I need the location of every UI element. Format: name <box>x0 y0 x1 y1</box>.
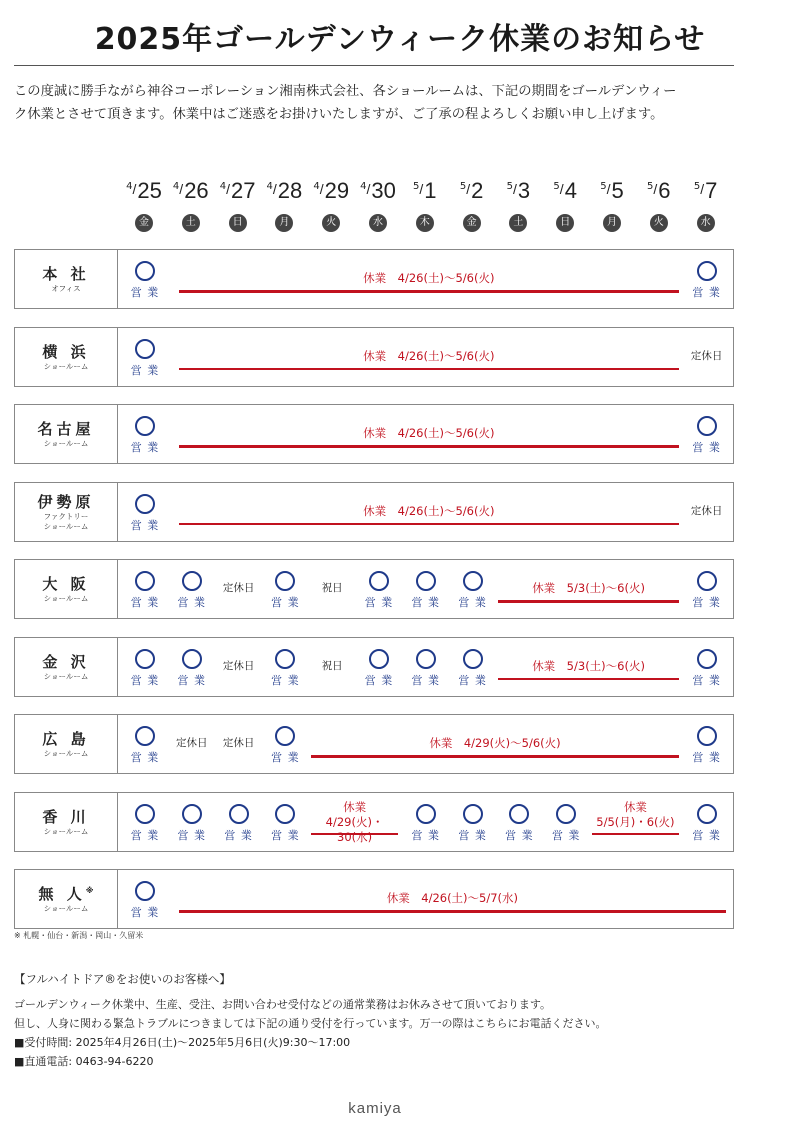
closed-period-text: 休業 5/3(土)～6(火) <box>532 581 645 595</box>
open-day-cell <box>169 793 215 851</box>
weekday-badge: 木 <box>416 214 434 232</box>
regular-holiday-cell <box>169 715 215 773</box>
regular-holiday-label: 定休日 <box>176 737 208 749</box>
intro-line-1: この度誠に勝手ながら神谷コーポレーション湘南株式会社、各ショールームは、下記の期間をゴールデンウィー <box>14 84 677 99</box>
open-label: 営 業 <box>692 673 721 687</box>
open-label: 営 業 <box>130 596 160 609</box>
date-day: / 26 <box>179 178 208 203</box>
open-circle-icon <box>135 494 155 514</box>
open-circle-icon <box>697 416 717 436</box>
location-type: ショールーム <box>43 439 89 448</box>
date-column-header <box>121 178 167 228</box>
location-row <box>14 869 734 929</box>
regular-holiday-cell <box>216 560 262 618</box>
open-label: 営 業 <box>130 286 160 299</box>
open-circle-icon <box>556 804 576 824</box>
notice-hours: ■受付時間: 2025年4月26日(土)～2025年5月6日(火)9:30～17:00 <box>14 1036 351 1049</box>
weekday-badge: 日 <box>556 214 574 232</box>
weekday-badge: 日 <box>229 214 247 232</box>
date-day: / 6 <box>653 178 670 203</box>
date-month: 5 <box>506 181 513 192</box>
closed-period-line <box>311 755 679 758</box>
date-month: 5 <box>459 181 467 192</box>
regular-holiday-label: 定休日 <box>222 582 255 594</box>
closed-period-label <box>311 735 679 751</box>
open-day-cell <box>684 560 730 618</box>
open-label: 営 業 <box>692 286 721 299</box>
date-day: / 28 <box>273 178 302 203</box>
open-circle-icon <box>463 571 483 591</box>
notice-heading: 【フルハイトドア®をお使いのお客様へ】 <box>14 972 231 986</box>
open-label: 営 業 <box>130 518 160 532</box>
open-circle-icon <box>229 804 249 824</box>
open-day-cell <box>169 638 215 696</box>
date-column-header <box>589 178 635 228</box>
regular-holiday-cell <box>216 638 262 696</box>
open-label: 営 業 <box>411 673 441 687</box>
date-day: / 7 <box>700 178 717 203</box>
open-label: 営 業 <box>458 673 487 687</box>
open-day-cell <box>543 793 589 851</box>
closed-period-line <box>179 523 679 526</box>
closed-period-line <box>179 368 679 371</box>
closed-period-text: 休業 4/26(土)～5/6(火) <box>363 271 495 285</box>
date-day: / 30 <box>367 178 396 203</box>
closed-period-text: 4/29(火)・30(水) <box>325 814 384 844</box>
open-day-cell <box>403 638 449 696</box>
regular-holiday-cell <box>684 328 730 386</box>
open-day-cell <box>684 405 730 463</box>
location-row <box>14 327 734 387</box>
location-name: 無 人※ <box>38 885 94 903</box>
open-day-cell <box>122 638 168 696</box>
closed-period-label <box>179 890 726 906</box>
open-label: 営 業 <box>177 828 207 842</box>
open-label: 営 業 <box>224 828 253 842</box>
date-column-header <box>636 178 682 228</box>
closed-period-line <box>179 445 679 448</box>
open-circle-icon <box>135 339 155 359</box>
open-circle-icon <box>509 804 529 824</box>
open-circle-icon <box>135 726 155 746</box>
location-type: ショールーム <box>43 671 89 681</box>
location-type: ショールーム <box>43 594 89 603</box>
open-circle-icon <box>463 649 483 669</box>
weekday-badge: 月 <box>603 214 621 232</box>
kamiya-logo: kamiya <box>348 1100 402 1117</box>
location-label <box>15 560 118 618</box>
open-label: 営 業 <box>130 751 160 764</box>
location-row <box>14 792 734 852</box>
closed-period-label <box>179 270 679 286</box>
date-column-header <box>261 178 307 228</box>
closed-period-line <box>498 678 678 681</box>
footnote-mark: ※ <box>85 886 94 895</box>
date-column-header <box>215 178 261 228</box>
weekday-badge: 金 <box>463 214 481 232</box>
fullheight-door-notice <box>14 970 606 1071</box>
national-holiday-label: 祝日 <box>321 659 343 672</box>
closed-period-label <box>179 503 679 519</box>
location-type: ショールーム <box>43 904 89 913</box>
date-column-header <box>402 178 448 228</box>
open-label: 営 業 <box>364 596 394 609</box>
open-day-cell <box>684 638 730 696</box>
open-label: 営 業 <box>177 673 207 687</box>
date-month: 4 <box>172 181 180 192</box>
open-circle-icon <box>182 571 202 591</box>
date-month: 4 <box>126 181 133 192</box>
open-day-cell <box>684 250 730 308</box>
date-month: 5 <box>647 181 654 192</box>
open-circle-icon <box>275 726 295 746</box>
weekday-badge: 月 <box>275 214 293 232</box>
date-header <box>0 178 800 238</box>
location-name: 伊勢原 <box>37 492 95 511</box>
regular-holiday-cell <box>216 715 262 773</box>
regular-holiday-label: 定休日 <box>222 659 255 672</box>
location-row <box>14 559 734 619</box>
location-type: ショールーム <box>43 826 89 836</box>
weekday-badge: 金 <box>135 214 153 232</box>
closed-period-text: 休業 4/26(土)～5/7(水) <box>386 891 519 905</box>
closed-period-text: 休業 4/26(土)～5/6(火) <box>363 503 495 518</box>
closed-period-label <box>592 800 679 830</box>
location-label <box>15 405 118 463</box>
date-column-header <box>683 178 729 228</box>
closed-period-line <box>179 290 679 293</box>
closed-period-label <box>179 425 679 441</box>
open-circle-icon <box>135 416 155 436</box>
open-day-cell <box>262 638 308 696</box>
location-name: 大 阪 <box>42 575 90 593</box>
open-label: 営 業 <box>271 673 300 687</box>
date-column-header <box>308 178 354 228</box>
open-label: 営 業 <box>505 828 534 842</box>
open-day-cell <box>122 560 168 618</box>
open-label: 営 業 <box>411 828 441 842</box>
open-circle-icon <box>463 804 483 824</box>
open-circle-icon <box>416 649 436 669</box>
location-type: ショールーム <box>43 521 89 531</box>
weekday-badge: 土 <box>182 214 200 232</box>
date-day: / 1 <box>419 178 436 203</box>
location-row <box>14 249 734 309</box>
weekday-badge: 土 <box>509 214 527 232</box>
open-label: 営 業 <box>130 441 160 454</box>
open-label: 営 業 <box>458 596 487 609</box>
location-name: 名古屋 <box>37 420 95 438</box>
regular-holiday-label: 定休日 <box>222 737 255 749</box>
location-name: 広 島 <box>42 730 90 748</box>
open-day-cell <box>122 250 168 308</box>
open-circle-icon <box>135 261 155 281</box>
open-circle-icon <box>369 571 389 591</box>
open-day-cell <box>122 870 168 928</box>
open-circle-icon <box>135 649 155 669</box>
closed-period-text: 休業 4/26(土)～5/6(火) <box>363 426 495 440</box>
location-label <box>15 870 118 928</box>
open-day-cell <box>356 638 402 696</box>
location-label <box>15 483 118 541</box>
date-day: / 27 <box>226 178 255 203</box>
open-day-cell <box>169 560 215 618</box>
regular-holiday-label: 定休日 <box>690 504 723 517</box>
closed-period-text: 休業 4/26(土)～5/6(火) <box>363 348 495 363</box>
open-day-cell <box>450 560 496 618</box>
date-month: 5 <box>553 181 560 192</box>
page-title: 2025年ゴールデンウィーク休業のお知らせ <box>94 22 706 57</box>
date-day: / 3 <box>513 178 530 203</box>
open-day-cell <box>684 715 730 773</box>
location-type: ショールーム <box>43 749 89 758</box>
regular-holiday-cell <box>684 483 730 541</box>
national-holiday-cell <box>309 638 355 696</box>
location-row <box>14 482 734 542</box>
open-day-cell <box>450 793 496 851</box>
location-type: ショールーム <box>43 361 89 371</box>
weekday-badge: 火 <box>650 214 668 232</box>
open-label: 営 業 <box>271 751 300 764</box>
closed-period-line <box>179 910 726 913</box>
open-day-cell <box>450 638 496 696</box>
date-day: / 29 <box>320 178 349 203</box>
open-label: 営 業 <box>130 828 160 842</box>
date-month: 4 <box>360 181 367 192</box>
date-month: 4 <box>266 181 273 192</box>
date-day: / 25 <box>133 178 162 203</box>
open-circle-icon <box>135 804 155 824</box>
closed-period-text: 休業 5/3(土)～6(火) <box>532 658 645 673</box>
open-label: 営 業 <box>692 828 721 842</box>
open-day-cell <box>403 793 449 851</box>
open-label: 営 業 <box>130 363 160 377</box>
closed-period-label <box>311 800 398 845</box>
date-column-header <box>542 178 588 228</box>
date-day: / 4 <box>560 178 577 203</box>
location-label <box>15 638 118 696</box>
open-day-cell <box>122 793 168 851</box>
notice-line: ゴールデンウィーク休業中、生産、受注、お問い合わせ受付などの通常業務はお休みさせて頂いております。 <box>14 998 552 1011</box>
closed-period-line <box>592 833 679 836</box>
open-circle-icon <box>697 261 717 281</box>
open-circle-icon <box>416 571 436 591</box>
weekday-badge: 水 <box>369 214 387 232</box>
weekday-badge: 火 <box>322 214 340 232</box>
open-day-cell <box>496 793 542 851</box>
location-label <box>15 793 118 851</box>
open-day-cell <box>262 715 308 773</box>
open-day-cell <box>403 560 449 618</box>
open-circle-icon <box>369 649 389 669</box>
location-name: 本 社 <box>42 265 90 283</box>
open-label: 営 業 <box>551 828 581 842</box>
closed-period-text: 休業 <box>343 799 367 814</box>
open-label: 営 業 <box>177 596 207 609</box>
notice-phone: ■直通電話: 0463-94-6220 <box>14 1055 154 1068</box>
date-month: 5 <box>693 181 701 192</box>
regular-holiday-label: 定休日 <box>690 349 723 362</box>
open-circle-icon <box>416 804 436 824</box>
open-circle-icon <box>182 804 202 824</box>
closed-period-text: 休業 <box>623 799 647 814</box>
location-label <box>15 715 118 773</box>
national-holiday-cell <box>309 560 355 618</box>
open-day-cell <box>684 793 730 851</box>
date-day: / 5 <box>607 178 624 203</box>
open-circle-icon <box>275 649 295 669</box>
closed-period-label <box>179 348 679 364</box>
title-divider <box>14 65 734 66</box>
location-row <box>14 637 734 697</box>
open-day-cell <box>122 328 168 386</box>
open-circle-icon <box>275 571 295 591</box>
weekday-badge: 水 <box>697 214 715 232</box>
open-day-cell <box>262 560 308 618</box>
date-column-header <box>449 178 495 228</box>
open-label: 営 業 <box>364 673 394 687</box>
open-label: 営 業 <box>130 906 160 919</box>
open-day-cell <box>122 405 168 463</box>
date-month: 5 <box>600 181 607 192</box>
location-label <box>15 250 118 308</box>
location-type: ファクトリー <box>43 511 89 521</box>
date-month: 4 <box>313 181 320 192</box>
location-row <box>14 714 734 774</box>
date-column-header <box>168 178 214 228</box>
location-label <box>15 328 118 386</box>
open-day-cell <box>122 715 168 773</box>
intro-text <box>14 80 744 126</box>
open-day-cell <box>356 560 402 618</box>
date-month: 4 <box>219 181 227 192</box>
notice-line: 但し、人身に関わる緊急トラブルにつきましては下記の通り受付を行っています。万一の際はこちらにお電話ください。 <box>14 1017 607 1030</box>
open-day-cell <box>216 793 262 851</box>
location-row <box>14 404 734 464</box>
open-label: 営 業 <box>411 596 441 609</box>
location-name: 横 浜 <box>42 342 90 361</box>
open-label: 営 業 <box>692 751 721 764</box>
closed-period-line <box>498 600 678 603</box>
closed-period-label <box>498 580 678 596</box>
open-circle-icon <box>697 649 717 669</box>
national-holiday-label: 祝日 <box>321 582 343 594</box>
open-label: 営 業 <box>130 673 160 687</box>
location-name: 金 沢 <box>42 652 90 671</box>
open-label: 営 業 <box>692 596 721 609</box>
intro-line-2: ク休業とさせて頂きます。休業中はご迷惑をお掛けいたしますが、ご了承の程よろしくお願い申し上げます。 <box>14 107 664 122</box>
open-circle-icon <box>697 571 717 591</box>
open-circle-icon <box>182 649 202 669</box>
date-day: / 2 <box>466 178 483 203</box>
closed-period-text: 休業 4/29(火)～5/6(火) <box>429 736 561 750</box>
location-name: 香 川 <box>42 807 90 826</box>
open-label: 営 業 <box>271 828 300 842</box>
open-circle-icon <box>135 571 155 591</box>
open-circle-icon <box>275 804 295 824</box>
location-type: オフィス <box>51 284 81 293</box>
open-circle-icon <box>697 726 717 746</box>
open-circle-icon <box>135 881 155 901</box>
closed-period-text: 5/5(月)・6(火) <box>596 814 675 829</box>
open-label: 営 業 <box>692 441 721 454</box>
open-day-cell <box>122 483 168 541</box>
open-day-cell <box>262 793 308 851</box>
open-label: 営 業 <box>271 596 300 609</box>
footnote: ※ 札幌・仙台・新潟・岡山・久留米 <box>14 931 144 940</box>
closed-period-label <box>498 658 678 674</box>
date-column-header <box>495 178 541 228</box>
date-month: 5 <box>413 181 420 192</box>
open-circle-icon <box>697 804 717 824</box>
date-column-header <box>355 178 401 228</box>
open-label: 営 業 <box>458 828 487 842</box>
